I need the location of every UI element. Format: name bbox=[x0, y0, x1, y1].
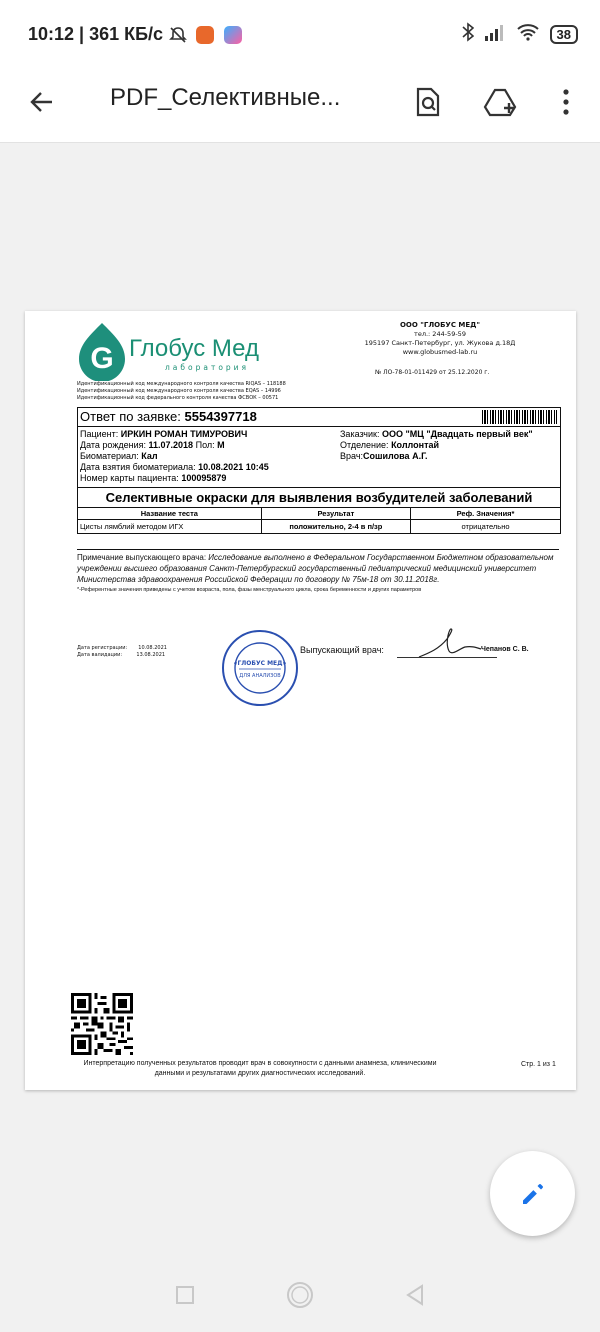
quality-code: Идентификационный код международного контроля качества EQAS – 14996 bbox=[77, 388, 281, 394]
add-to-drive-button[interactable] bbox=[480, 82, 520, 122]
registration-date: 10.08.2021 bbox=[138, 645, 167, 651]
column-header: Результат bbox=[261, 508, 410, 520]
pdf-page[interactable] bbox=[25, 311, 576, 1090]
app-bar bbox=[0, 70, 600, 143]
reference-note: *-Референтные значения приведены с учетом возраста, пола, фазы менструального цикла, срока беременности и других параметров bbox=[77, 587, 422, 593]
footer-text: Интерпретацию полученных результатов проводит врач в совокупности с данными анамнеза, клиническими данными и результатами других диагностических исследований. bbox=[83, 1060, 437, 1077]
more-options-button[interactable] bbox=[546, 82, 586, 122]
mute-bell-icon bbox=[168, 25, 188, 49]
department-label: Отделение: bbox=[340, 440, 389, 450]
doctor-label: Врач: bbox=[340, 451, 364, 461]
taken-date: 10.08.2021 10:45 bbox=[198, 462, 269, 472]
barcode bbox=[482, 410, 557, 424]
note-text: Исследование выполнено в Федеральном Государственном Бюджетном образовательном учреждении высшего образования Санкт-Петербургский государственный педиатрический медицинский университет Министерства здравоохранения Российской Федерации по договору № 75м-18 от 30.11.2018г. bbox=[77, 553, 554, 584]
pencil-icon bbox=[518, 1179, 548, 1209]
patient-dob: 11.07.2018 bbox=[148, 440, 194, 450]
app-notification-icon bbox=[196, 26, 214, 44]
org-address: 195197 Санкт-Петербург, ул. Жукова д.18Д bbox=[364, 339, 516, 347]
taken-label: Дата взятия биоматериала: bbox=[80, 462, 196, 472]
quality-code: Идентификационный код международного контроля качества RIQAS – 118188 bbox=[77, 381, 286, 387]
logo-name: Глобус Мед bbox=[129, 335, 259, 362]
battery-indicator: 38 bbox=[550, 25, 578, 44]
home-circle-icon bbox=[285, 1280, 315, 1310]
add-to-drive-icon bbox=[483, 87, 517, 117]
dates-block bbox=[77, 645, 167, 659]
back-arrow-icon bbox=[28, 88, 56, 116]
back-triangle-icon bbox=[405, 1284, 425, 1306]
system-nav-bar bbox=[0, 1262, 600, 1332]
biomaterial: Кал bbox=[141, 451, 158, 461]
app-notification-icon-2 bbox=[224, 26, 242, 44]
test-result: положительно, 2-4 в п/зр bbox=[261, 520, 410, 534]
validation-date: 13.08.2021 bbox=[136, 652, 166, 658]
client-label: Заказчик: bbox=[340, 429, 380, 439]
edit-fab[interactable] bbox=[490, 1151, 575, 1236]
request-label: Ответ по заявке: bbox=[80, 409, 181, 424]
logo-subtitle: лаборатория bbox=[165, 363, 250, 372]
signature-line bbox=[397, 657, 497, 658]
org-name: ООО "ГЛОБУС МЕД" bbox=[399, 321, 481, 329]
table-header-row bbox=[78, 508, 560, 520]
clinic-stamp bbox=[221, 629, 299, 707]
org-phone: тел.: 244-59-59 bbox=[414, 330, 466, 338]
quality-code: Идентификационный код федерального контроля качества ФСВОК – 00571 bbox=[77, 395, 279, 401]
referring-doctor: Сошилова А.Г. bbox=[363, 451, 428, 461]
department: Коллонтай bbox=[391, 440, 440, 450]
status-time: 10:12 | 361 КБ/с bbox=[28, 24, 164, 44]
document-title: PDF_Селективные... bbox=[110, 84, 341, 111]
home-button[interactable] bbox=[285, 1280, 315, 1314]
find-in-page-button[interactable] bbox=[408, 82, 448, 122]
table-row bbox=[78, 520, 560, 534]
find-in-page-icon bbox=[414, 87, 442, 117]
request-header bbox=[78, 408, 560, 427]
card-label: Номер карты пациента: bbox=[80, 473, 179, 483]
issuer-label: Выпускающий врач: bbox=[300, 645, 384, 655]
request-number: 5554397718 bbox=[184, 409, 257, 424]
org-site: www.globusmed-lab.ru bbox=[402, 348, 478, 356]
quality-codes bbox=[77, 381, 286, 402]
patient-sex: М bbox=[217, 440, 225, 450]
signal-icon bbox=[484, 23, 506, 45]
qr-code bbox=[70, 993, 134, 1055]
bluetooth-icon bbox=[462, 22, 474, 46]
biomaterial-label: Биоматериал: bbox=[80, 451, 139, 461]
license: № ЛО-78-01-011429 от 25.12.2020 г. bbox=[375, 369, 490, 376]
section-title: Селективные окраски для выявления возбудителей заболеваний bbox=[78, 487, 560, 508]
doctor-note bbox=[77, 549, 559, 594]
test-name: Цисты лямблий методом ИГХ bbox=[78, 520, 261, 534]
back-button[interactable] bbox=[22, 82, 62, 122]
back-nav-button[interactable] bbox=[405, 1284, 425, 1310]
registration-label: Дата регистрации: bbox=[77, 645, 128, 651]
sex-label: Пол: bbox=[195, 440, 215, 450]
column-header: Реф. Значения* bbox=[411, 508, 560, 520]
reference-value: отрицательно bbox=[461, 522, 510, 531]
organization-block bbox=[325, 321, 555, 357]
validation-label: Дата валидации: bbox=[77, 652, 123, 658]
status-bar bbox=[0, 0, 600, 70]
dob-label: Дата рождения: bbox=[80, 440, 146, 450]
card-number: 100095879 bbox=[181, 473, 227, 483]
globus-med-logo-icon bbox=[75, 321, 129, 381]
recents-button[interactable] bbox=[175, 1285, 195, 1309]
recents-square-icon bbox=[175, 1285, 195, 1305]
page-number: Стр. 1 из 1 bbox=[521, 1061, 556, 1068]
stamp-subtitle: ДЛЯ АНАЛИЗОВ bbox=[239, 673, 281, 679]
issuer-name: Чепанов С. В. bbox=[481, 646, 529, 653]
patient-info bbox=[78, 427, 560, 487]
more-vert-icon bbox=[562, 88, 570, 116]
note-label: Примечание выпускающего врача: bbox=[77, 553, 207, 562]
signature bbox=[415, 627, 485, 661]
result-box bbox=[77, 407, 561, 534]
svg-text:G: G bbox=[90, 342, 114, 375]
wifi-icon bbox=[516, 23, 540, 45]
patient-name: ИРКИН РОМАН ТИМУРОВИЧ bbox=[120, 429, 248, 439]
client-name: ООО "МЦ "Двадцать первый век" bbox=[381, 429, 533, 439]
patient-label: Пациент: bbox=[80, 429, 119, 439]
stamp-name: «ГЛОБУС МЕД» bbox=[233, 660, 287, 667]
column-header: Название теста bbox=[78, 508, 261, 520]
results-table bbox=[78, 508, 560, 533]
